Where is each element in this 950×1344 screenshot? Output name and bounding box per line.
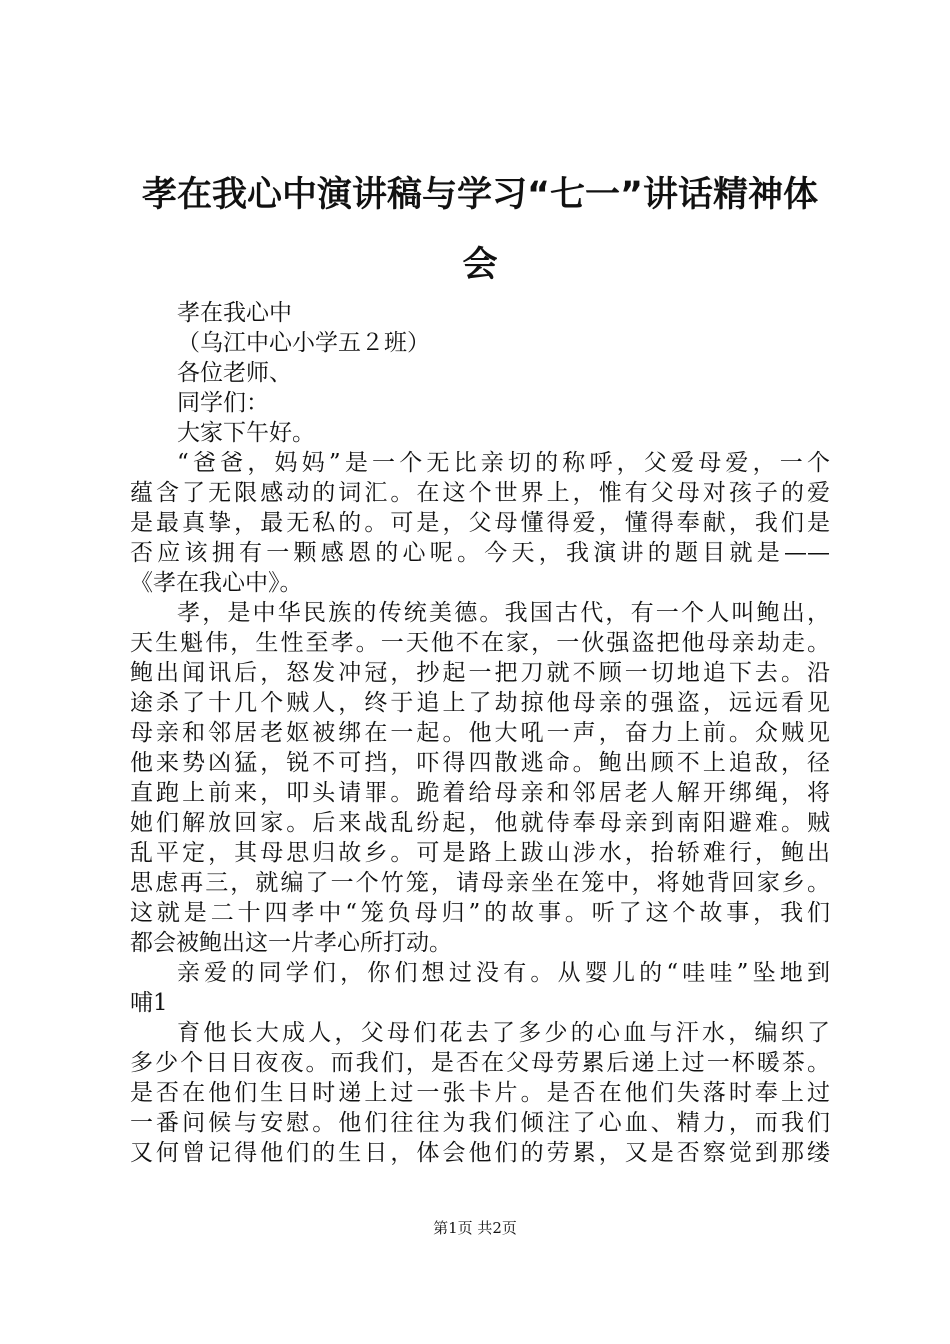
text-line: 一番问候与安慰。他们往往为我们倾注了心血、精力，而我们 [130, 1110, 830, 1136]
text-line: 哺1 [130, 990, 168, 1016]
text-line: 否应该拥有一颗感恩的心呢。今天，我演讲的题目就是—— [130, 540, 830, 566]
text-line: 蕴含了无限感动的词汇。在这个世界上，惟有父母对孩子的爱 [130, 480, 830, 506]
document-body [130, 298, 830, 1168]
text-line: 多少个日日夜夜。而我们，是否在父母劳累后递上过一杯暖茶。 [130, 1050, 830, 1076]
text-line: 天生魁伟，生性至孝。一天他不在家，一伙强盗把他母亲劫走。 [130, 630, 830, 656]
document-title [120, 160, 840, 300]
text-line: 育他长大成人，父母们花去了多少的心血与汗水，编织了 [177, 1020, 830, 1046]
title-line-1: 孝在我心中演讲稿与学习“七一”讲话精神体 [141, 175, 818, 215]
text-line: 是否在他们生日时递上过一张卡片。是否在他们失落时奉上过 [130, 1080, 830, 1106]
text-line: 这就是二十四孝中“笼负母归”的故事。听了这个故事，我们 [130, 900, 830, 926]
text-line: 各位老师、 [177, 360, 292, 386]
text-line: 思虑再三，就编了一个竹笼，请母亲坐在笼中，将她背回家乡。 [130, 870, 830, 896]
text-line: 孝在我心中 [177, 300, 292, 326]
text-line: （乌江中心小学五２班） [177, 330, 430, 356]
text-line: 亲爱的同学们，你们想过没有。从婴儿的“哇哇”坠地到 [177, 960, 830, 986]
text-line: 又何曾记得他们的生日，体会他们的劳累，又是否察觉到那缕 [130, 1140, 830, 1166]
text-line: 孝，是中华民族的传统美德。我国古代，有一个人叫鲍出， [177, 600, 830, 626]
text-line: 母亲和邻居老妪被绑在一起。他大吼一声，奋力上前。众贼见 [130, 720, 830, 746]
page-footer: 第1页 共2页 [433, 1219, 517, 1237]
text-line: 《孝在我心中》。 [130, 570, 303, 596]
text-line: 大家下午好。 [177, 420, 315, 446]
text-line: 都会被鲍出这一片孝心所打动。 [130, 930, 452, 956]
text-line: 直跑上前来，叩头请罪。跪着给母亲和邻居老人解开绑绳，将 [130, 780, 830, 806]
text-line: 鲍出闻讯后，怒发冲冠，抄起一把刀就不顾一切地追下去。沿 [130, 660, 830, 686]
text-line: 途杀了十几个贼人，终于追上了劫掠他母亲的强盗，远远看见 [130, 690, 830, 716]
text-line: “爸爸，妈妈”是一个无比亲切的称呼，父爱母爱，一个 [177, 450, 830, 476]
title-line-2: 会 [462, 245, 498, 285]
text-line: 他来势凶猛，锐不可挡，吓得四散逃命。鲍出顾不上追敌，径 [130, 750, 830, 776]
text-line: 乱平定，其母思归故乡。可是路上跋山涉水，抬轿难行，鲍出 [130, 840, 830, 866]
text-line: 同学们： [177, 390, 269, 416]
text-line: 是最真挚，最无私的。可是，父母懂得爱，懂得奉献，我们是 [130, 510, 830, 536]
text-line: 她们解放回家。后来战乱纷起，他就侍奉母亲到南阳避难。贼 [130, 810, 830, 836]
